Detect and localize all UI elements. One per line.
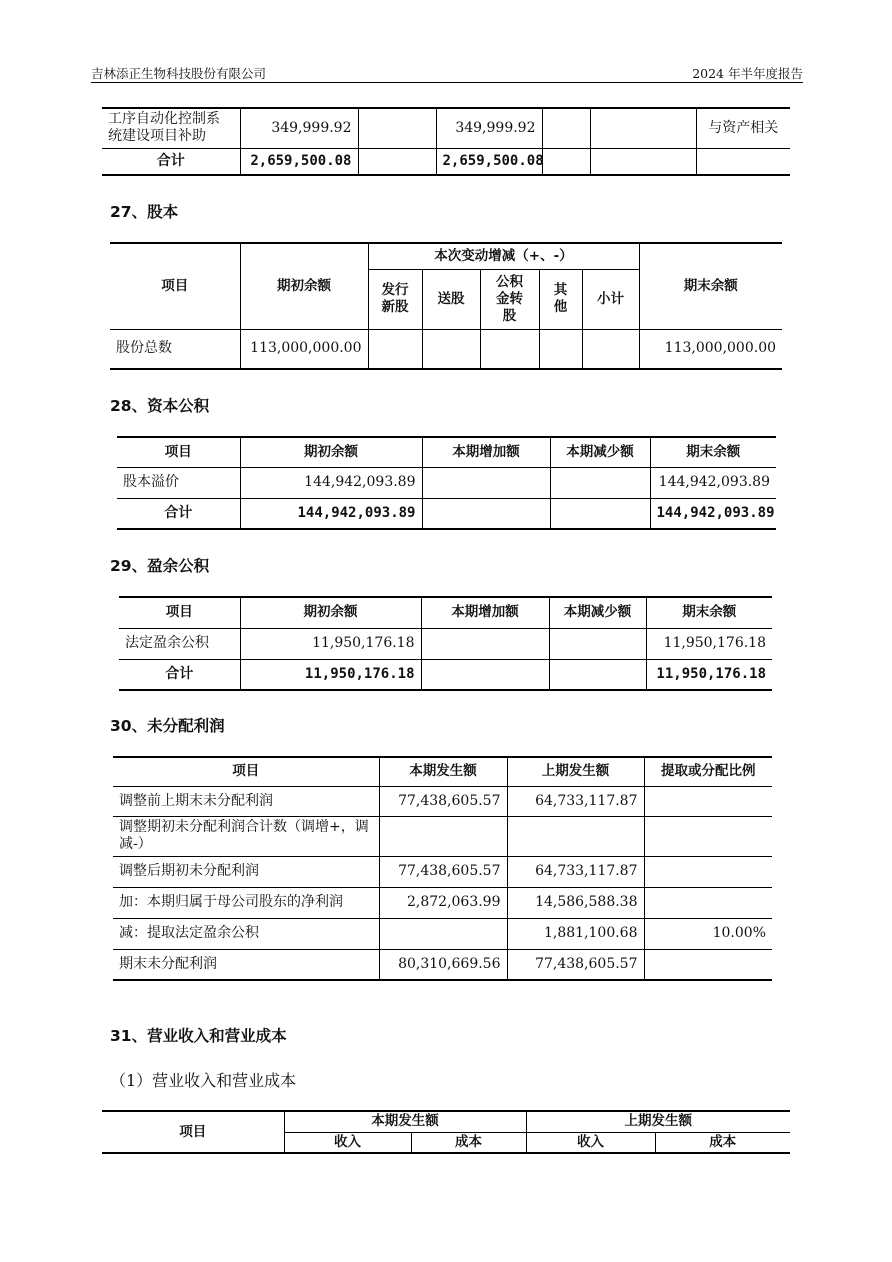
cell xyxy=(549,659,646,690)
t26-total-label: 合计 xyxy=(102,148,240,175)
t26-cell: 与资产相关 xyxy=(696,108,790,148)
t26-cell: 2,659,500.08 xyxy=(240,148,358,175)
cell-begin: 113,000,000.00 xyxy=(240,329,368,369)
cell-ratio: 10.00% xyxy=(644,918,772,949)
company-name: 吉林添正生物科技股份有限公司 xyxy=(91,66,267,81)
col-header-end: 期末余额 xyxy=(639,243,782,329)
cell xyxy=(550,467,650,498)
cell-end: 144,942,093.89 xyxy=(650,498,776,529)
col-header-end: 期末余额 xyxy=(650,437,776,467)
t26-cell: 349,999.92 xyxy=(240,108,358,148)
cell-prev: 14,586,588.38 xyxy=(507,887,644,918)
table-row-total xyxy=(102,148,790,175)
col-header-ratio: 提取或分配比例 xyxy=(644,757,772,786)
col-header-end: 期末余额 xyxy=(646,597,772,628)
t26-cell xyxy=(590,148,696,175)
t26-cell xyxy=(542,148,590,175)
col-header-bonus: 送股 xyxy=(422,269,480,329)
row-label: 合计 xyxy=(119,659,240,690)
s27-table xyxy=(110,242,782,370)
t26-row-name: 工序自动化控制系统建设项目补助 xyxy=(102,108,240,148)
table-row xyxy=(119,628,772,659)
section-title: 29、盈余公积 xyxy=(110,557,210,575)
table-row xyxy=(113,918,772,949)
cell-prev: 77,438,605.57 xyxy=(507,949,644,980)
col-header-issue: 发行新股 xyxy=(368,269,422,329)
cell-ratio xyxy=(644,786,772,816)
t26-cell: 2,659,500.08 xyxy=(436,148,542,175)
row-label: 调整前上期末未分配利润 xyxy=(113,786,379,816)
cell xyxy=(539,329,582,369)
cell xyxy=(422,329,480,369)
cell-begin: 11,950,176.18 xyxy=(240,659,421,690)
col-header-inc: 本期增加额 xyxy=(422,437,550,467)
table-row-total xyxy=(119,659,772,690)
t26-cell xyxy=(358,148,436,175)
cell-prev: 64,733,117.87 xyxy=(507,856,644,887)
col-header-begin: 期初余额 xyxy=(240,437,422,467)
row-label: 合计 xyxy=(117,498,240,529)
t26-cell xyxy=(358,108,436,148)
cell xyxy=(421,659,549,690)
col-header-reserve: 公积金转股 xyxy=(480,269,539,329)
col-header-item: 项目 xyxy=(102,1111,284,1153)
t26-cell xyxy=(696,148,790,175)
col-header-subtotal: 小计 xyxy=(582,269,639,329)
section-subtitle: （1）营业收入和营业成本 xyxy=(110,1071,297,1090)
t26-cell: 349,999.92 xyxy=(436,108,542,148)
s29-table xyxy=(119,596,772,691)
s30-table xyxy=(113,756,772,981)
table-row xyxy=(113,786,772,816)
col-header-cur: 本期发生额 xyxy=(284,1111,526,1132)
cell-cur: 77,438,605.57 xyxy=(379,786,507,816)
section-title: 27、股本 xyxy=(110,203,179,221)
table-row xyxy=(117,467,776,498)
cell xyxy=(422,498,550,529)
table-row xyxy=(102,108,790,148)
cell-begin: 144,942,093.89 xyxy=(240,498,422,529)
row-label: 调整后期初未分配利润 xyxy=(113,856,379,887)
section-title: 30、未分配利润 xyxy=(110,717,225,735)
col-header-other: 其他 xyxy=(539,269,582,329)
t26-cell xyxy=(542,108,590,148)
col-header-revenue: 收入 xyxy=(526,1132,655,1153)
cell-end: 11,950,176.18 xyxy=(646,628,772,659)
cell-cur: 2,872,063.99 xyxy=(379,887,507,918)
cell xyxy=(422,467,550,498)
row-label: 股本溢价 xyxy=(117,467,240,498)
cell-ratio xyxy=(644,887,772,918)
table-row xyxy=(113,816,772,856)
col-header-dec: 本期减少额 xyxy=(550,437,650,467)
table-row xyxy=(113,856,772,887)
cell xyxy=(549,628,646,659)
col-header-cost: 成本 xyxy=(411,1132,526,1153)
cell-ratio xyxy=(644,949,772,980)
cell-begin: 11,950,176.18 xyxy=(240,628,421,659)
cell-end: 113,000,000.00 xyxy=(639,329,782,369)
section-title: 28、资本公积 xyxy=(110,397,210,415)
cell xyxy=(582,329,639,369)
cell-cur xyxy=(379,816,507,856)
page-header xyxy=(91,62,803,83)
col-header-cost: 成本 xyxy=(655,1132,790,1153)
col-header-begin: 期初余额 xyxy=(240,597,421,628)
cell-end: 144,942,093.89 xyxy=(650,467,776,498)
cell xyxy=(421,628,549,659)
col-header-item: 项目 xyxy=(110,243,240,329)
cell-prev: 64,733,117.87 xyxy=(507,786,644,816)
cell-cur xyxy=(379,918,507,949)
cell xyxy=(368,329,422,369)
col-header-inc: 本期增加额 xyxy=(421,597,549,628)
col-header-revenue: 收入 xyxy=(284,1132,411,1153)
cell xyxy=(480,329,539,369)
col-header-item: 项目 xyxy=(119,597,240,628)
table-row-total xyxy=(117,498,776,529)
col-header-change: 本次变动增减（+、-） xyxy=(368,243,639,269)
report-title: 2024 年半年度报告 xyxy=(692,66,803,81)
col-header-item: 项目 xyxy=(113,757,379,786)
col-header-item: 项目 xyxy=(117,437,240,467)
cell xyxy=(550,498,650,529)
col-header-prev: 上期发生额 xyxy=(507,757,644,786)
row-label: 加：本期归属于母公司股东的净利润 xyxy=(113,887,379,918)
row-label: 调整期初未分配利润合计数（调增+，调减-） xyxy=(113,816,379,856)
t26-table xyxy=(102,107,790,176)
table-row xyxy=(110,329,782,369)
row-label: 法定盈余公积 xyxy=(119,628,240,659)
cell-end: 11,950,176.18 xyxy=(646,659,772,690)
col-header-dec: 本期减少额 xyxy=(549,597,646,628)
row-label: 减：提取法定盈余公积 xyxy=(113,918,379,949)
table-row xyxy=(113,887,772,918)
cell-cur: 77,438,605.57 xyxy=(379,856,507,887)
cell-begin: 144,942,093.89 xyxy=(240,467,422,498)
section-title: 31、营业收入和营业成本 xyxy=(110,1027,287,1045)
cell-prev xyxy=(507,816,644,856)
s31-table xyxy=(102,1110,790,1154)
cell-cur: 80,310,669.56 xyxy=(379,949,507,980)
cell-ratio xyxy=(644,816,772,856)
cell-ratio xyxy=(644,856,772,887)
table-row xyxy=(113,949,772,980)
col-header-begin: 期初余额 xyxy=(240,243,368,329)
col-header-prev: 上期发生额 xyxy=(526,1111,790,1132)
cell-prev: 1,881,100.68 xyxy=(507,918,644,949)
col-header-cur: 本期发生额 xyxy=(379,757,507,786)
row-label: 期末未分配利润 xyxy=(113,949,379,980)
s28-table xyxy=(117,436,776,530)
row-label: 股份总数 xyxy=(110,329,240,369)
t26-cell xyxy=(590,108,696,148)
